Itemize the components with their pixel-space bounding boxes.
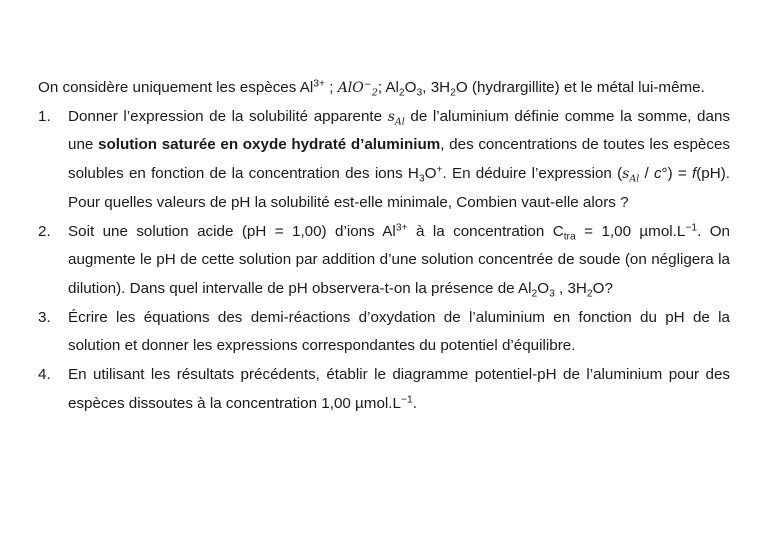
item-text: Écrire les équations des demi-réactions d’oxydation de l’aluminium en fonction du pH de la solution et donner les expressions correspondantes du potentiel d’équilibre. [68, 308, 730, 355]
item-text: O? [592, 279, 613, 297]
separator: ; [325, 79, 338, 96]
alo2-indices [364, 74, 378, 103]
h2o-subscript: 2 [450, 87, 456, 99]
intro-text: On considère uniquement les espèces Al [38, 79, 314, 96]
intro-text: O (hydrargillite) et le métal lui-même. [455, 79, 705, 96]
symbol-s: s [387, 108, 395, 125]
oxygen: O [424, 165, 437, 183]
h3o-charge: + [436, 164, 443, 176]
al-charge: 3+ [395, 221, 408, 233]
alo2-base: AlO [337, 80, 364, 96]
item-text: , des concentrations de toutes les espèces solubles en fonction de la concentration des ions H [68, 136, 730, 183]
alo2-charge: − [363, 78, 372, 90]
item-number: 2. [38, 222, 51, 240]
symbol-c: c [653, 165, 662, 183]
item-text: . En déduire l’expression ( [442, 165, 623, 183]
alo2-formula [337, 78, 378, 99]
item-text: . On augmente le pH de cette solution par addition d’une solution concentrée de soude (on négligera la dilution). Dans quel intervalle de pH observera-t-on la présence de Al [68, 222, 731, 297]
al2o3-subscript: 3 [416, 87, 423, 99]
symbol-f: f [692, 165, 697, 183]
intro-text: , 3H [422, 79, 451, 96]
separator: ; Al [377, 79, 399, 96]
item-text: = 1,00 µmol.L [575, 222, 686, 240]
symbol-s: s [622, 166, 630, 183]
unit-exponent: −1 [685, 221, 698, 233]
question-list [38, 103, 730, 419]
oxygen: O [404, 79, 417, 96]
h3o-subscript: 3 [418, 173, 425, 185]
solubility-symbol [622, 166, 640, 185]
item-text: °) = [661, 165, 692, 183]
symbol-subscript: Al [629, 173, 640, 185]
item-text: de l’aluminium définie comme la somme, dans une [68, 107, 730, 154]
item-text: Donner l’expression de la solubilité apparente [68, 107, 388, 125]
item-number: 4. [38, 366, 51, 384]
exercise-text [38, 74, 730, 418]
item-text: à la concentration C [407, 222, 564, 240]
item-number: 1. [38, 107, 51, 125]
h2o-subscript: 2 [586, 288, 593, 300]
question-item [38, 103, 730, 218]
oxygen: O [537, 279, 550, 297]
al2o3-subscript: 2 [531, 288, 538, 300]
item-text: / [639, 165, 654, 183]
symbol-subscript: Al [394, 116, 405, 128]
al-charge: 3+ [313, 78, 326, 90]
item-text: . [412, 394, 417, 412]
item-text: (pH). Pour quelles valeurs de pH la solubilité est-elle minimale, Combien vaut-elle alors ? [68, 165, 730, 211]
item-text: En utilisant les résultats précédents, établir le diagramme potentiel-pH de l’aluminium pour des espèces dissoutes à la concentration 1,00 µmol.L [68, 366, 730, 412]
ctra-subscript: tra [563, 231, 576, 243]
question-item [38, 361, 730, 418]
item-text: Soit une solution acide (pH = 1,00) d’ions Al [68, 222, 396, 240]
item-number: 3. [38, 308, 51, 326]
question-item [38, 304, 730, 361]
unit-exponent: −1 [400, 394, 413, 406]
bold-phrase: solution saturée en oxyde hydraté d’aluminium [98, 136, 441, 154]
al2o3-subscript: 2 [398, 87, 405, 99]
intro-paragraph [38, 74, 730, 103]
solubility-symbol [387, 108, 405, 128]
alo2-subscript: 2 [371, 87, 378, 99]
question-item [38, 218, 730, 304]
al2o3-subscript: 3 [549, 288, 555, 300]
item-text: , 3H [554, 279, 587, 297]
